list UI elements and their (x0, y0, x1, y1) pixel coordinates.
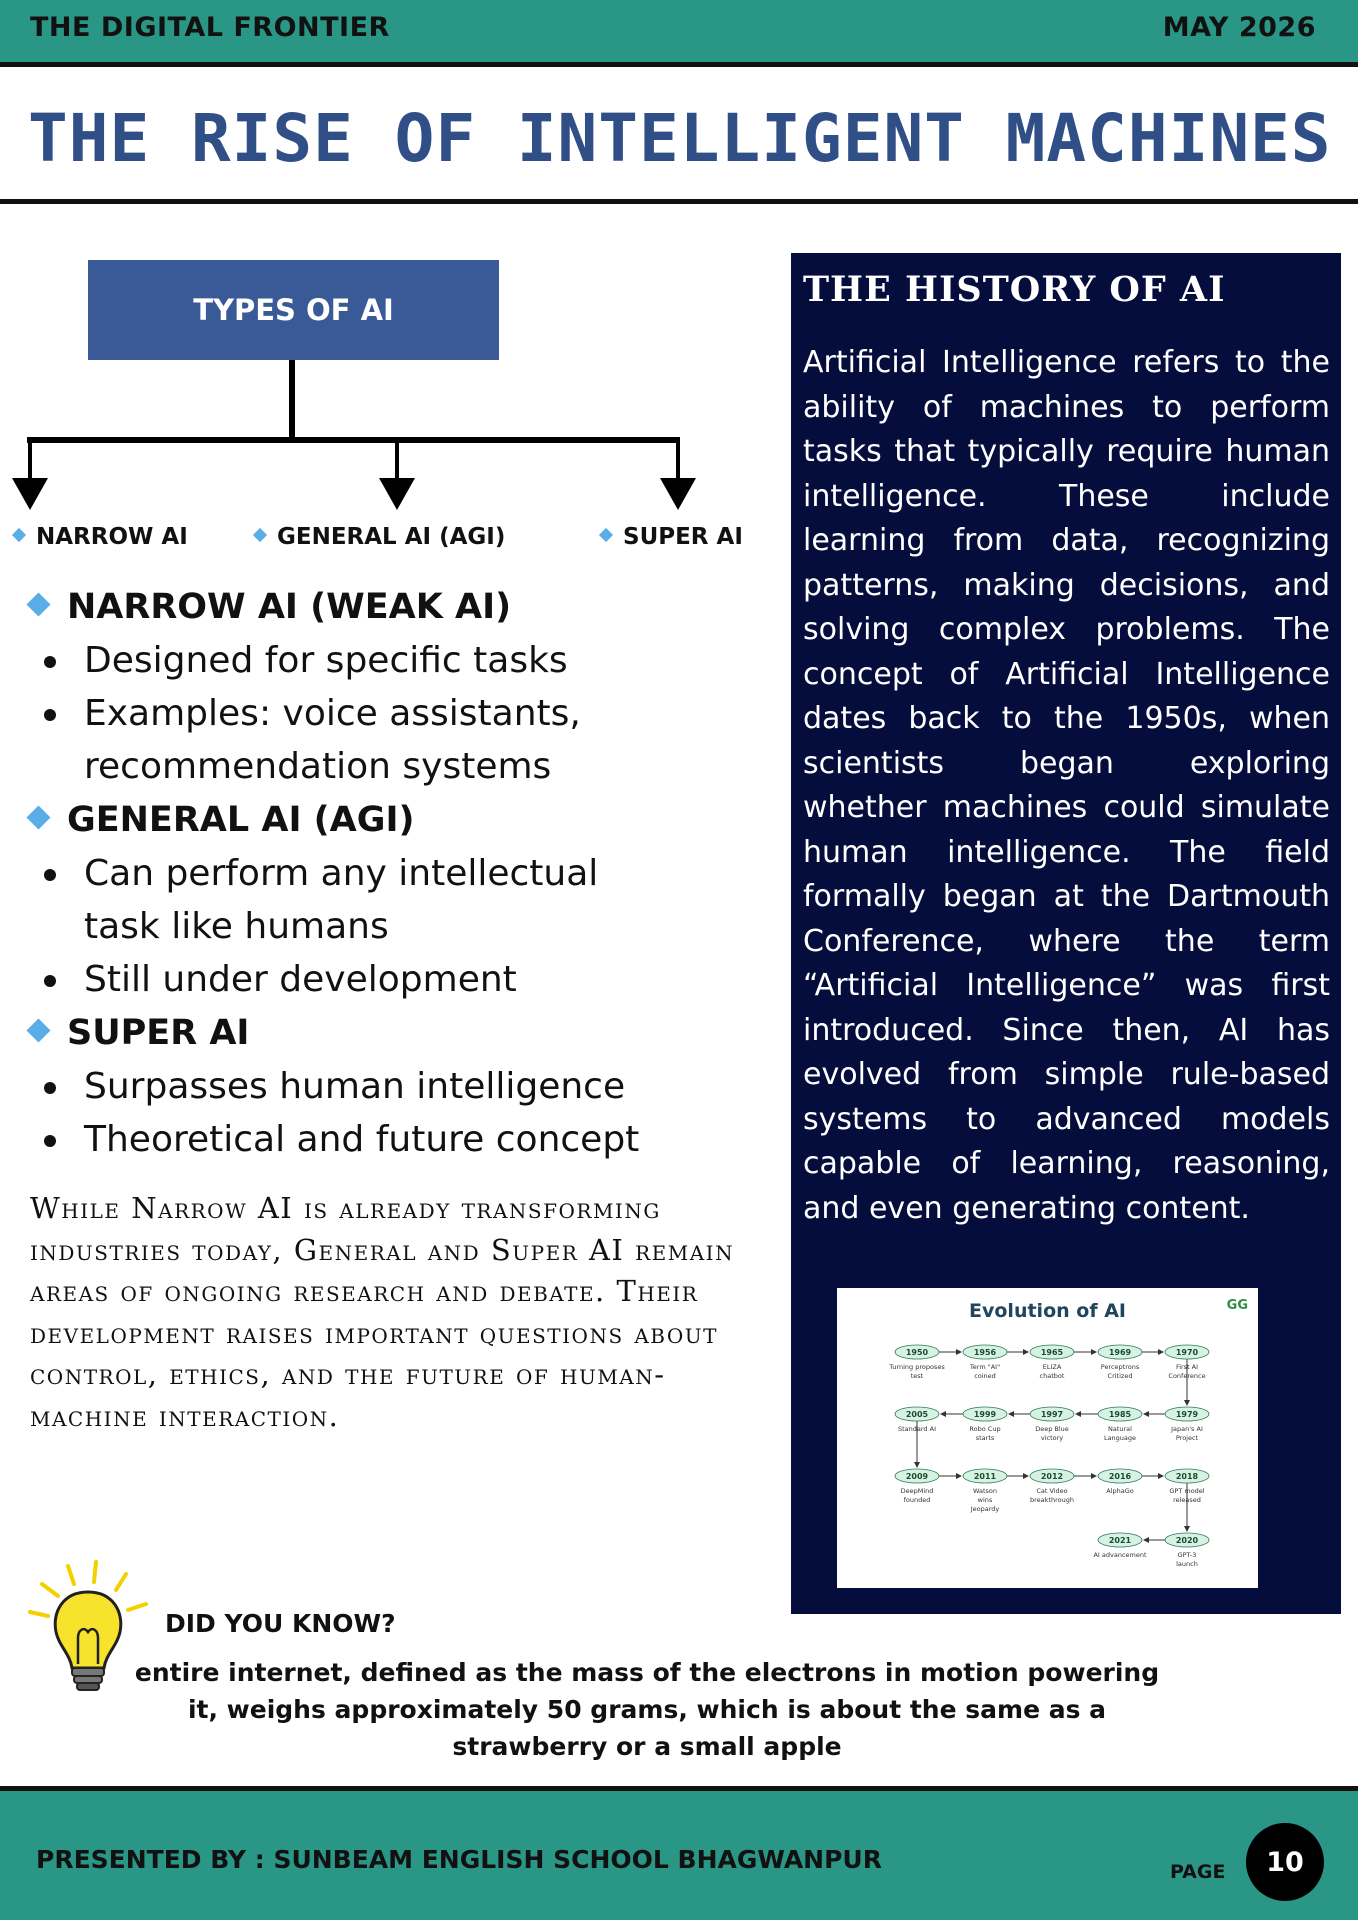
timeline-year: 1965 (1040, 1348, 1064, 1357)
bullet-item: Examples: voice assistants, recommendation systems (26, 687, 646, 793)
timeline-caption: Standard AI (897, 1425, 937, 1433)
timeline-caption: Turning proposes (889, 1363, 945, 1371)
presented-by: PRESENTED BY : SUNBEAM ENGLISH SCHOOL BHAGWANPUR (36, 1845, 882, 1874)
timeline-caption: Conference (1168, 1372, 1206, 1380)
branch-super-ai: SUPER AI (601, 524, 743, 550)
bullet-item: Can perform any intellectual task like humans (26, 847, 666, 953)
timeline-year: 2009 (905, 1472, 929, 1481)
diamond-icon (26, 805, 50, 829)
bullet-item: Theoretical and future concept (26, 1113, 746, 1166)
timeline-caption: First AI (1175, 1363, 1199, 1371)
arrow-down-icon (660, 478, 696, 510)
timeline-year: 2020 (1175, 1536, 1199, 1545)
bullet-item: Still under development (26, 953, 726, 1006)
timeline-caption: Critized (1107, 1372, 1133, 1380)
evolution-timeline (837, 1288, 1258, 1588)
timeline-caption: victory (1040, 1434, 1064, 1442)
timeline-caption: DeepMind (900, 1487, 934, 1495)
timeline-year: 1997 (1040, 1410, 1064, 1419)
type-heading: NARROW AI (WEAK AI) (26, 580, 756, 634)
timeline-caption: Term "AI" (969, 1363, 1001, 1371)
type-heading: GENERAL AI (AGI) (26, 793, 756, 847)
did-you-know-label: DID YOU KNOW? (165, 1609, 396, 1638)
issue-date: MAY 2026 (1162, 12, 1316, 43)
timeline-caption: wins (977, 1496, 993, 1504)
page-title: THE RISE OF INTELLIGENT MACHINES (28, 100, 1332, 177)
timeline-caption: founded (903, 1496, 931, 1504)
timeline-caption: Natural (1108, 1425, 1132, 1433)
publication-name: THE DIGITAL FRONTIER (30, 12, 390, 43)
diamond-icon (599, 528, 613, 542)
timeline-caption: Perceptrons (1100, 1363, 1140, 1371)
timeline-year: 2021 (1108, 1536, 1132, 1545)
timeline-year: 2012 (1040, 1472, 1064, 1481)
timeline-year: 2018 (1175, 1472, 1199, 1481)
timeline-caption: Japan's AI (1171, 1425, 1203, 1433)
diamond-icon (26, 1018, 50, 1042)
timeline-caption: ELIZA (1042, 1363, 1062, 1371)
ai-types-list (26, 580, 756, 1166)
timeline-year: 2011 (973, 1472, 997, 1481)
history-heading: THE HISTORY OF AI (803, 269, 1226, 310)
title-rule (0, 199, 1358, 204)
timeline-caption: Robo Cup (969, 1425, 1001, 1433)
timeline-caption: starts (975, 1434, 995, 1442)
closing-paragraph: While Narrow AI is already transforming industries today, General and Super AI remain areas of ongoing research and debate. Their development raises important questions about control, ethics, and the future of human-machine interaction. (30, 1191, 735, 1433)
timeline-caption: released (1173, 1496, 1201, 1504)
timeline-caption: Watson (972, 1487, 998, 1495)
bullet-item: Surpasses human intelligence (26, 1060, 746, 1113)
timeline-caption: coined (974, 1372, 996, 1380)
page-label: PAGE (1170, 1861, 1226, 1883)
timeline-caption: launch (1176, 1560, 1198, 1568)
timeline-year: 1985 (1108, 1410, 1132, 1419)
branch-general-ai: GENERAL AI (AGI) (255, 524, 505, 550)
header-rule (0, 62, 1358, 67)
history-body: Artificial Intelligence refers to the ability of machines to perform tasks that typically require human intelligence. These include learning from data, recognizing patterns, making decisions, and solving complex problems. The concept of Artificial Intelligence dates back to the 1950s, when scientists began exploring whether machines could simulate human intelligence. The field formally began at the Dartmouth Conference, where the term “Artificial Intelligence” was first introduced. Since then, AI has evolved from simple rule-based systems to advanced models capable of learning, reasoning, and even generating content. (803, 345, 1330, 1226)
timeline-year: 1999 (973, 1410, 997, 1419)
branch-narrow-ai: NARROW AI (14, 524, 188, 550)
timeline-caption: GPT-3 (1177, 1551, 1197, 1559)
timeline-year: 1956 (973, 1348, 997, 1357)
timeline-caption: Project (1175, 1434, 1199, 1442)
timeline-caption: GPT model (1169, 1487, 1205, 1495)
bullet-item: Designed for specific tasks (26, 634, 726, 687)
type-heading: SUPER AI (26, 1006, 756, 1060)
diamond-icon (12, 528, 26, 542)
timeline-year: 2005 (905, 1410, 929, 1419)
gfg-logo: GG (1226, 1298, 1248, 1313)
timeline-caption: AI advancement (1093, 1551, 1147, 1559)
evolution-title: Evolution of AI (969, 1300, 1126, 1322)
timeline-caption: AlphaGo (1106, 1487, 1134, 1495)
timeline-caption: test (910, 1372, 924, 1380)
timeline-caption: Jeopardy (970, 1505, 1000, 1513)
timeline-caption: Language (1103, 1434, 1137, 1442)
timeline-year: 1969 (1108, 1348, 1132, 1357)
diamond-icon (253, 528, 267, 542)
header-bar (0, 0, 1358, 62)
timeline-caption: Deep Blue (1035, 1425, 1069, 1433)
timeline-caption: breakthrough (1030, 1496, 1074, 1504)
evolution-figure (837, 1288, 1258, 1588)
arrow-down-icon (379, 478, 415, 510)
arrow-down-icon (12, 478, 48, 510)
timeline-caption: Cat Video (1036, 1487, 1068, 1495)
footer-bar (0, 1791, 1358, 1920)
did-you-know-fact: entire internet, defined as the mass of the electrons in motion powering it, weighs approximately 50 grams, which is about the same as a strawberry or a small apple (134, 1658, 1160, 1761)
types-of-ai-box: TYPES OF AI (88, 260, 499, 360)
page-number: 10 (1246, 1823, 1324, 1901)
timeline-year: 1970 (1175, 1348, 1199, 1357)
diamond-icon (26, 592, 50, 616)
types-tree-connector (0, 360, 720, 520)
timeline-year: 1979 (1175, 1410, 1199, 1419)
timeline-year: 2016 (1108, 1472, 1132, 1481)
timeline-year: 1950 (905, 1348, 929, 1357)
timeline-caption: chatbot (1039, 1372, 1065, 1380)
